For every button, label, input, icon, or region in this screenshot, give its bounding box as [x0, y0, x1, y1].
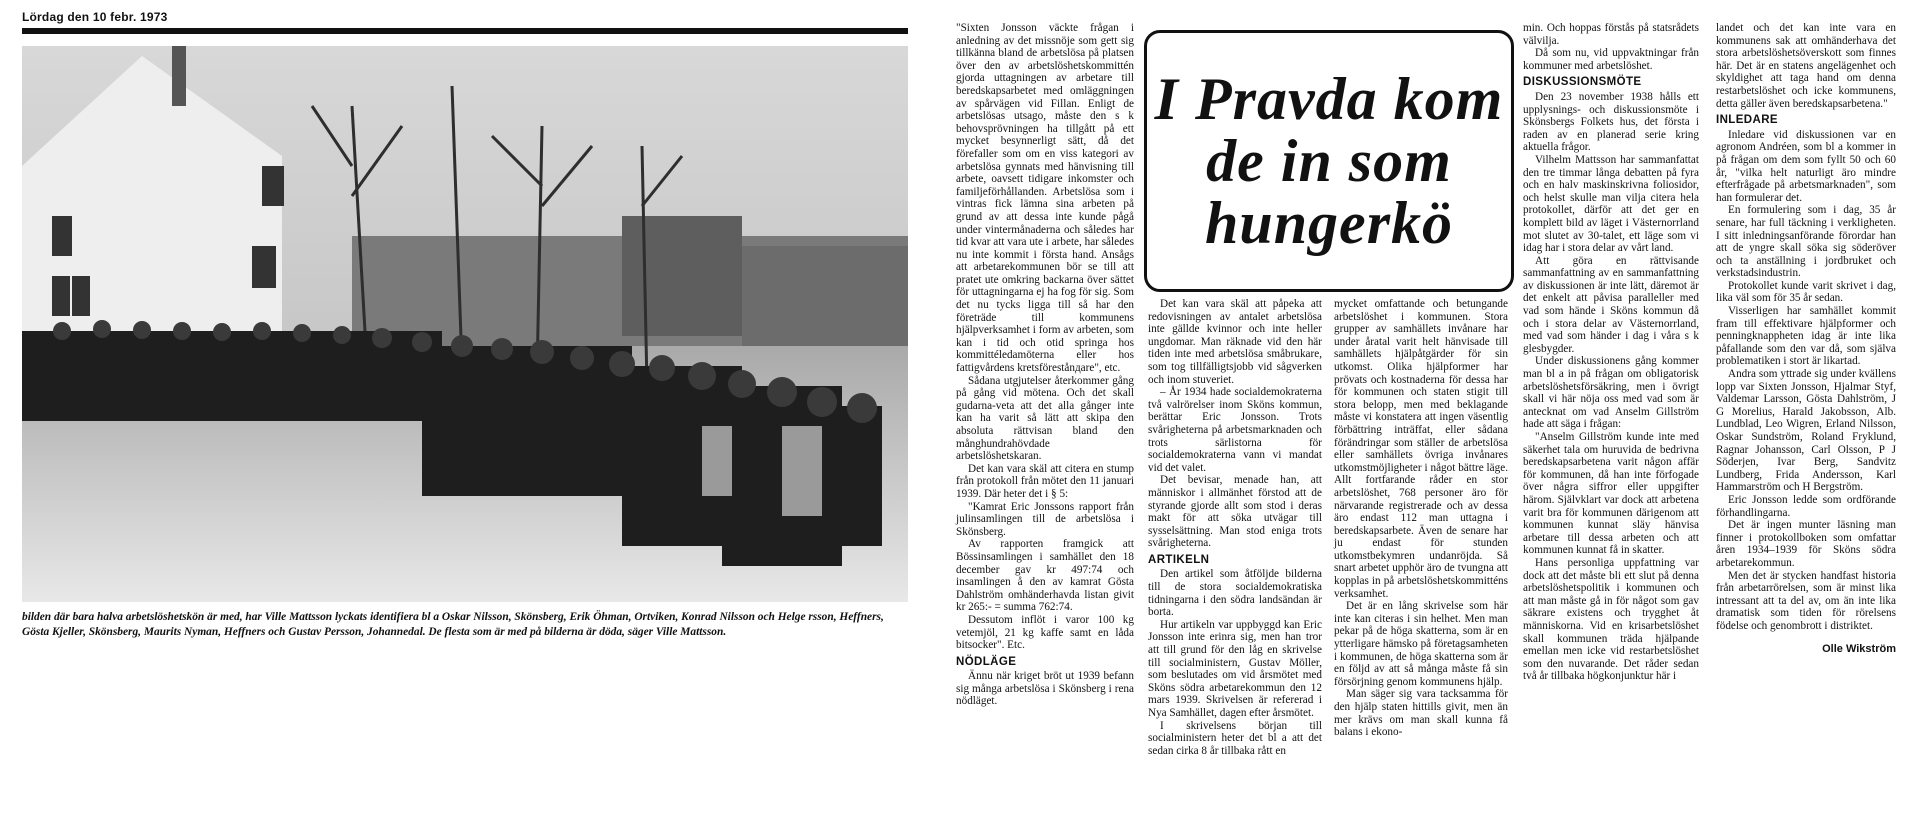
paragraph: Den 23 november 1938 hålls ett upplysnings- och diskussionsmöte i Skönsbergs Folkets hus, det första i raden av en planerad serie kring aktuella frågor. — [1523, 90, 1699, 154]
paragraph: Eric Jonsson ledde som ordförande förhandlingarna. — [1716, 493, 1896, 519]
dateline: Lördag den 10 febr. 1973 — [22, 10, 168, 24]
subheading: NÖDLÄGE — [956, 655, 1017, 668]
article-column-5 — [1716, 22, 1896, 655]
paragraph: landet och det kan inte vara en kommunens sak att omhänderhava det stora arbetslöshetsöverskott som finnes här. Det är en statens angelägenhet och skyldighet att taga hand om denna restarbetslöshet och icke kommunens, detta gäller även beredskapsarbetena." — [1716, 22, 1896, 110]
byline: Olle Wikström — [1822, 642, 1896, 655]
headline-box — [1144, 30, 1514, 292]
paragraph: Det kan vara skäl att påpeka att redovisningen av antalet arbetslösa inte gällde kvinnor och inte heller ungdomar. Man räknade vid den här tiden inte med arbetslösa småbrukare, som tog tillfälligtsjobb vid sågverken och inom stuveriet. — [1148, 298, 1322, 386]
paragraph: Dessutom inflöt i varor 100 kg vetemjöl, 21 kg kaffe samt en låda bitsocker". Etc. — [956, 613, 1134, 652]
article-column-4 — [1523, 22, 1699, 683]
paragraph: Hur artikeln var uppbyggd kan Eric Jonsson inte erinra sig, men han tror att till grund för den låg en skrivelse till socialministern, Gustav Möller, som beslutades om vid årsmötet med Sköns södra arbetarekommun den 12 mars 1939. Skrivelsen är refererad i Nya Samhället, dagen efter årsmötet. — [1148, 618, 1322, 719]
paragraph: Då som nu, vid uppvaktningar från kommuner med arbetslöshet. — [1523, 47, 1699, 72]
paragraph: Den artikel som åtföljde bilderna till de stora socialdemokratiska tidningarna i den södra landsändan är borta. — [1148, 568, 1322, 619]
paragraph: Det kan vara skäl att citera en stump från protokoll från mötet den 11 januari 1939. Där heter det i § 5: — [956, 462, 1134, 500]
subheading: INLEDARE — [1716, 114, 1778, 127]
photo-illustration — [22, 46, 908, 602]
paragraph: "Sixten Jonsson väckte frågan i anledning av det missnöje som gett sig tillkänna bland de arbetslösa på platsen över den av arbetslöshetskommittén gjorda uttagningen av arbetare till beredskapsarbetet med omläggningen av spårvägen vid Fillan. Enligt de arbetslösas utsago, måste den s k behovsprövningen ha tillgått på ett mycket besynnerligt sätt, då det förefaller som om en viss kategori av arbetslösa gynnats med hänvisning till arbete, oavsett tidigare inkomster och familjeförhållanden. Arbetslösa som i vintras fick lämna sina arbeten på grund av att dessa inte kunde pågå under vintermånaderna och således har tid kvar att vara ute i arbete, har således nu inte kommit i första hand. Ansågs att arbetarekommunen bör se till att pratet ute omkring backarna över sättet för uttagningarna ej ha fog för sig. Som det nu tycks ligga till så har den företräde till kommunens hjälpverksamhet i form av arbeten, som kan i tid och otid springa hos kommittéledamöterna eller hos fattigvårdens kretsförestånдаre", etc. — [956, 22, 1134, 375]
paragraph: Man säger sig vara tacksamma för den hjälp staten hittills givit, men än mer krävs om man skall kunna få balans i ekono- — [1334, 688, 1508, 739]
paragraph: Det bevisar, menade han, att människor i allmänhet förstod att de styrande gjorde allt som stod i deras makt för att söka utvägar till sysselsättning. Man stod eniga trots svårigheterna. — [1148, 474, 1322, 550]
paragraph: Hans personliga uppfattning var dock att det måste bli ett slut på denna arbetslöshetspolitik i kommunen och att man måste gå in för något som gav säkrare existens och trygghet åt människorna. Vid en krisarbetslöshet skall kommunen träda hjälpande emellan men icke vid restarbetslöshet som den nuvarande. Det råder sedan två år tillbaka högkonjunktur här i — [1523, 556, 1699, 683]
paragraph: En formulering som i dag, 35 år senare, har full täckning i verkligheten. I sitt inledningsanförande förordar han att de yngre skall söka sig söderöver och ta anställning i jordbruket och verkstadsindustrin. — [1716, 204, 1896, 280]
paragraph: "Anselm Gillström kunde inte med säkerhet tala om huruvida de bedrivna beredskapsarbetena varit någon affär för kommunen, då han inte förfogade över några siffror eller uppgifter härom. Självklart var dock att arbetena varit bra för kommunen därigenom att kommunen kunnat släy hänvisa arbetare till dessa arbeten och att kommunen kunnat få in skatter. — [1523, 431, 1699, 557]
paragraph: Under diskussionens gång kommer man bl a in på frågan om obligatorisk arbetslöshetsförsäkring, men i övrigt skall vi här nöja oss med vad som är antecknat om vad Anselm Gillström hade att säga i frågan: — [1523, 355, 1699, 431]
paragraph: Det är en lång skrivelse som här inte kan citeras i sin helhet. Men man pekar på de höga skatterna, som är en ytterligare hämsko på företagsamheten i kommunen, de höga skatterna som är en följd av att så många måste få sin försörjning genom kommunens hjälp. — [1334, 600, 1508, 688]
paragraph: Sådana utgjutelser återkommer gång på gång vid mötena. Och det skall gudarna-veta att det alla gånger inte kan ha varit så lätt att skipa den absoluta rättvisan bland den månghundrahövdade arbetslöshetskaran. — [956, 374, 1134, 463]
headline: I Pravda kom de in som hungerkö — [1154, 66, 1504, 256]
paragraph: Ännu när kriget bröt ut 1939 befann sig många arbetslösa i Skönsberg i rena nödläget. — [956, 670, 1134, 708]
subheading: ARTIKELN — [1148, 553, 1210, 566]
paragraph: Vilhelm Mattsson har sammanfattat den tre timmar långa debatten på fyra och en halv maskinskrivna foliosidor, och helst skulle man vilja citera hela protokollet, därför att det ger en komplett bild av läget i Västernorrland mot slutet av 30-talet, ett läge som vi idag har i stora delar av vårt land. — [1523, 153, 1699, 255]
paragraph: I skrivelsens början till socialministern heter det bl a att det sedan cirka 8 år tillbaka rått en — [1148, 719, 1322, 757]
header-rule — [22, 28, 908, 34]
paragraph: Att göra en rättvisande sammanfattning av en sammanfattning av diskussionen är inte lätt, däremot är det enkelt att påvisa paralleller med vad som hände i Sköns kommun då och i stora delar av Västernorrland, med vad som händer i dag i våra s k glesbygder. — [1523, 254, 1699, 355]
paragraph: Visserligen har samhället kommit fram till effektivare hjälpformer och penningknappheten idag är inte lika påfallande som den var då, som själva problematiken i stort är likartad. — [1716, 305, 1896, 368]
paragraph: Av rapporten framgick att Bössinsamlingen i samhället den 18 december gav kr 497:74 och insamlingen å den av kamrat Gösta Dahlström omhänderhavda listan givit kr 265:- = summa 762:74. — [956, 538, 1134, 614]
subheading: DISKUSSIONSMÖTE — [1523, 76, 1642, 89]
article-column-3 — [1334, 298, 1508, 739]
photo-caption: bilden där bara halva arbetslöshetskön är med, har Ville Mattsson lyckats identifiera bl a Oskar Nilsson, Skönsberg, Erik Öhman, Ortviken, Konrad Nilsson och Helge rsson, Heffners, Gösta Kjeller, Skönsberg, Maurits Nyman, Heffners och Gustav Persson, Johannedal. De flesta som är med på bilderna är döda, säger Ville Mattsson. — [22, 611, 884, 638]
queue-photo — [22, 46, 908, 602]
article-column-1 — [956, 22, 1134, 708]
paragraph: Protokollet kunde varit skrivet i dag, lika väl som för 35 år sedan. — [1716, 279, 1896, 305]
paragraph: min. Och hoppas förstås på statsrådets välvilja. — [1523, 22, 1699, 47]
paragraph: – År 1934 hade socialdemokraterna två valrörelser inom Sköns kommun, berättar Eric Jonsson. Trots svårigheterna på arbetsmarknaden och trots särlistorna för socialdemokraterna vann vi mandat vid det valet. — [1148, 386, 1322, 474]
paragraph: Men det är stycken handfast historia från arbetarrörelsen, som är minst lika intressant att ta del av, om än inte lika dramatisk som tiden för rörelsens födelse och genombrott i distriktet. — [1716, 569, 1896, 632]
paragraph: Det är ingen munter läsning man finner i protokollboken som omfattar åren 1934–1939 för Sköns södra arbetarekommun. — [1716, 519, 1896, 569]
paragraph: Andra som yttrade sig under kvällens lopp var Sixten Jonsson, Hjalmar Styf, Valdemar Larsson, Gösta Dahlström, J G Morelius, Harald Jakobsson, Alb. Lundblad, Leo Wigren, Erland Nilsson, Oskar Sundström, Roland Fryklund, Ragnar Johansson, Carl Olsson, P J Söderjen, Ivar Berg, Sandvitz Lundberg, Frida Andersson, Karl Hammarström och H Bergström. — [1716, 368, 1896, 494]
paragraph: Inledare vid diskussionen var en agronom Andréen, som bl a kommer in på frågan om dem som fyllt 50 och 60 år, "vilka helt naturligt äro mindre efterfrågade på arbetsmarknaden", som han formulerar det. — [1716, 128, 1896, 204]
article-column-2 — [1148, 298, 1322, 757]
paragraph: mycket omfattande och betungande arbetslöshet i kommunen. Stora grupper av samhällets invånare har under åratal varit helt hänvisade till samhällets hjälpåtgärder för sin utkomst. Olika hjälpformer har prövats och kostnaderna för dessa har för kommunen och staten stigit till stora belopp, men med beklagande måste vi konstatera att ingen väsentlig förbättring inträffat, eller sådana förändringar som ställer de arbetslösa eller samhällets övriga invånares utkomstmöjligheter i något bättre läge. Allt fortfarande råder en stor arbetslöshet, 768 personer äro för närvarande registrerade och av dessa äro endast 112 man uttagna i beredskapsarbete. Även de senare har ju endast för stunden utkomstbekymren undanröjda. Så snart arbetet upphör äro de tvungna att kopplas in på arbetslöshetskommitténs verksamhet. — [1334, 298, 1508, 600]
paragraph: "Kamrat Eric Jonssons rapport från julinsamlingen till de arbetslösa i Skönsberg. — [956, 500, 1134, 538]
